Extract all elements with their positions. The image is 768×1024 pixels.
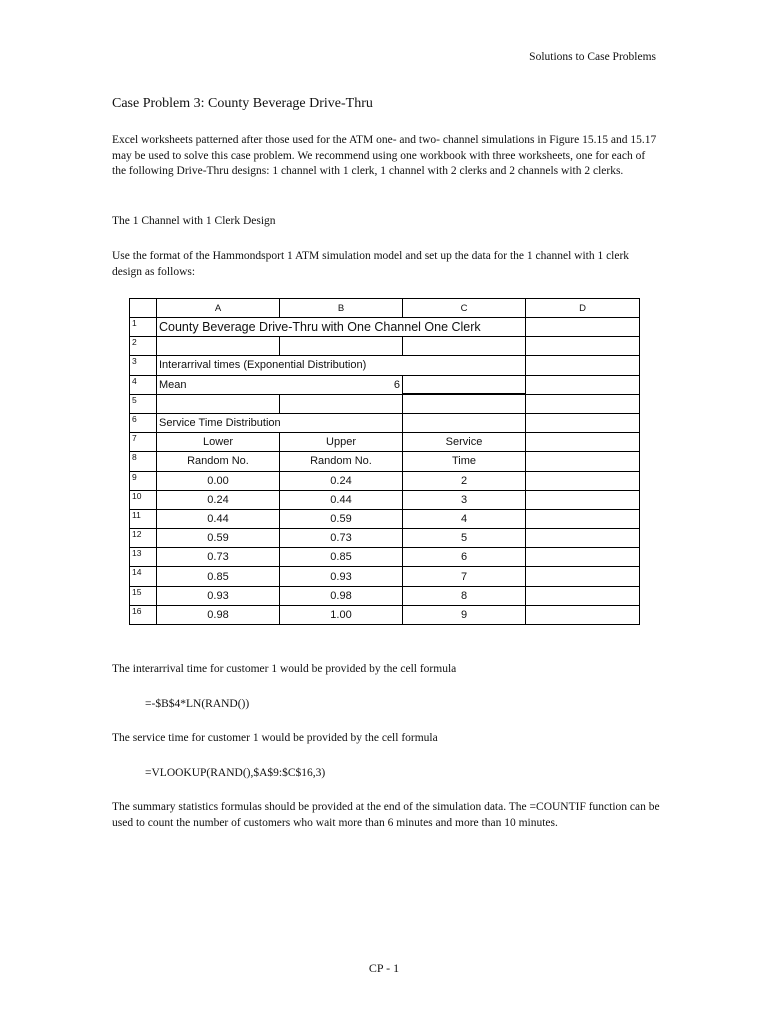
header-random-lower: Random No. xyxy=(157,452,280,471)
upper-cell: 0.93 xyxy=(280,567,403,586)
cell xyxy=(526,356,640,375)
table-row xyxy=(130,509,640,528)
upper-cell: 0.44 xyxy=(280,490,403,509)
cell xyxy=(526,509,640,528)
lower-cell: 0.98 xyxy=(157,605,280,624)
cell xyxy=(526,318,640,337)
cell xyxy=(403,375,526,394)
sheet-row xyxy=(130,375,640,394)
service-formula: =VLOOKUP(RAND(),$A$9:$C$16,3) xyxy=(145,767,326,779)
lower-cell: 0.73 xyxy=(157,548,280,567)
spreadsheet-table xyxy=(129,298,640,625)
time-cell: 8 xyxy=(403,586,526,605)
service-label-cell: Service Time Distribution xyxy=(157,413,403,432)
cell xyxy=(526,471,640,490)
time-cell: 9 xyxy=(403,605,526,624)
cell xyxy=(526,529,640,548)
upper-cell: 0.98 xyxy=(280,586,403,605)
summary-paragraph: The summary statistics formulas should be provided at the end of the simulation data. The =COUNTIF function can be used to count the number of customers who wait more than 6 minutes and more than 10 minutes. xyxy=(112,801,660,829)
column-header-c: C xyxy=(403,299,526,318)
cell xyxy=(157,337,280,356)
column-header-a: A xyxy=(157,299,280,318)
row-number: 6 xyxy=(130,413,157,432)
header-time: Time xyxy=(403,452,526,471)
time-cell: 4 xyxy=(403,509,526,528)
sheet-row xyxy=(130,356,640,375)
table-row xyxy=(130,471,640,490)
upper-cell: 1.00 xyxy=(280,605,403,624)
interarrival-text: The interarrival time for customer 1 would be provided by the cell formula xyxy=(112,663,457,675)
row-number: 11 xyxy=(130,509,157,528)
time-cell: 5 xyxy=(403,529,526,548)
cell xyxy=(526,605,640,624)
page-number: CP - 1 xyxy=(368,961,400,975)
interarrival-label-cell: Interarrival times (Exponential Distribution) xyxy=(157,356,526,375)
cell xyxy=(403,413,526,432)
lower-cell: 0.59 xyxy=(157,529,280,548)
cell xyxy=(403,337,526,356)
table-row xyxy=(130,490,640,509)
row-number: 9 xyxy=(130,471,157,490)
cell xyxy=(526,490,640,509)
header-lower: Lower xyxy=(157,433,280,452)
cell xyxy=(526,567,640,586)
cell xyxy=(526,375,640,394)
cell xyxy=(403,394,526,413)
row-number: 7 xyxy=(130,433,157,452)
table-row xyxy=(130,567,640,586)
sheet-row xyxy=(130,452,640,471)
lower-cell: 0.44 xyxy=(157,509,280,528)
intro-paragraph: Excel worksheets patterned after those used for the ATM one- and two- channel simulations in Figure 15.15 and 15.17 may be used to solve this case problem. We recommend using one workbook with three worksheets, one for each of the following Drive-Thru designs: 1 channel with 1 clerk, 1 channel with 2 clerks and 2 channels with 2 clerks. xyxy=(112,134,657,177)
cell xyxy=(157,394,280,413)
cell xyxy=(526,452,640,471)
sheet-row xyxy=(130,413,640,432)
row-number: 1 xyxy=(130,318,157,337)
header-service: Service xyxy=(403,433,526,452)
lower-cell: 0.00 xyxy=(157,471,280,490)
lower-cell: 0.24 xyxy=(157,490,280,509)
row-number: 5 xyxy=(130,394,157,413)
column-header-d: D xyxy=(526,299,640,318)
row-number: 14 xyxy=(130,567,157,586)
design-subheading: The 1 Channel with 1 Clerk Design xyxy=(112,215,276,227)
lower-cell: 0.85 xyxy=(157,567,280,586)
header-random-upper: Random No. xyxy=(280,452,403,471)
column-header-row xyxy=(130,299,640,318)
table-row xyxy=(130,548,640,567)
time-cell: 7 xyxy=(403,567,526,586)
upper-cell: 0.24 xyxy=(280,471,403,490)
table-row xyxy=(130,529,640,548)
sheet-title-cell: County Beverage Drive-Thru with One Channel One Clerk xyxy=(157,318,526,337)
column-header-b: B xyxy=(280,299,403,318)
case-title: Case Problem 3: County Beverage Drive-Thru xyxy=(112,96,373,111)
header-upper: Upper xyxy=(280,433,403,452)
corner-cell xyxy=(130,299,157,318)
cell xyxy=(280,394,403,413)
sheet-row xyxy=(130,394,640,413)
mean-label-cell: Mean xyxy=(157,375,280,394)
row-number: 10 xyxy=(130,490,157,509)
time-cell: 2 xyxy=(403,471,526,490)
lower-cell: 0.93 xyxy=(157,586,280,605)
cell xyxy=(280,337,403,356)
setup-paragraph: Use the format of the Hammondsport 1 ATM simulation model and set up the data for the 1 channel with 1 clerk design as follows: xyxy=(112,250,630,278)
running-header: Solutions to Case Problems xyxy=(529,51,656,63)
cell xyxy=(526,433,640,452)
interarrival-formula: =-$B$4*LN(RAND()) xyxy=(145,698,250,710)
upper-cell: 0.85 xyxy=(280,548,403,567)
row-number: 2 xyxy=(130,337,157,356)
upper-cell: 0.59 xyxy=(280,509,403,528)
sheet-row xyxy=(130,318,640,337)
cell xyxy=(526,413,640,432)
upper-cell: 0.73 xyxy=(280,529,403,548)
service-text: The service time for customer 1 would be provided by the cell formula xyxy=(112,732,438,744)
row-number: 13 xyxy=(130,548,157,567)
row-number: 16 xyxy=(130,605,157,624)
cell xyxy=(526,337,640,356)
row-number: 12 xyxy=(130,529,157,548)
table-row xyxy=(130,586,640,605)
time-cell: 6 xyxy=(403,548,526,567)
row-number: 3 xyxy=(130,356,157,375)
row-number: 4 xyxy=(130,375,157,394)
cell xyxy=(526,394,640,413)
sheet-row xyxy=(130,337,640,356)
row-number: 8 xyxy=(130,452,157,471)
table-row xyxy=(130,605,640,624)
cell xyxy=(526,586,640,605)
mean-value-cell: 6 xyxy=(280,375,403,394)
row-number: 15 xyxy=(130,586,157,605)
time-cell: 3 xyxy=(403,490,526,509)
cell xyxy=(526,548,640,567)
sheet-row xyxy=(130,433,640,452)
